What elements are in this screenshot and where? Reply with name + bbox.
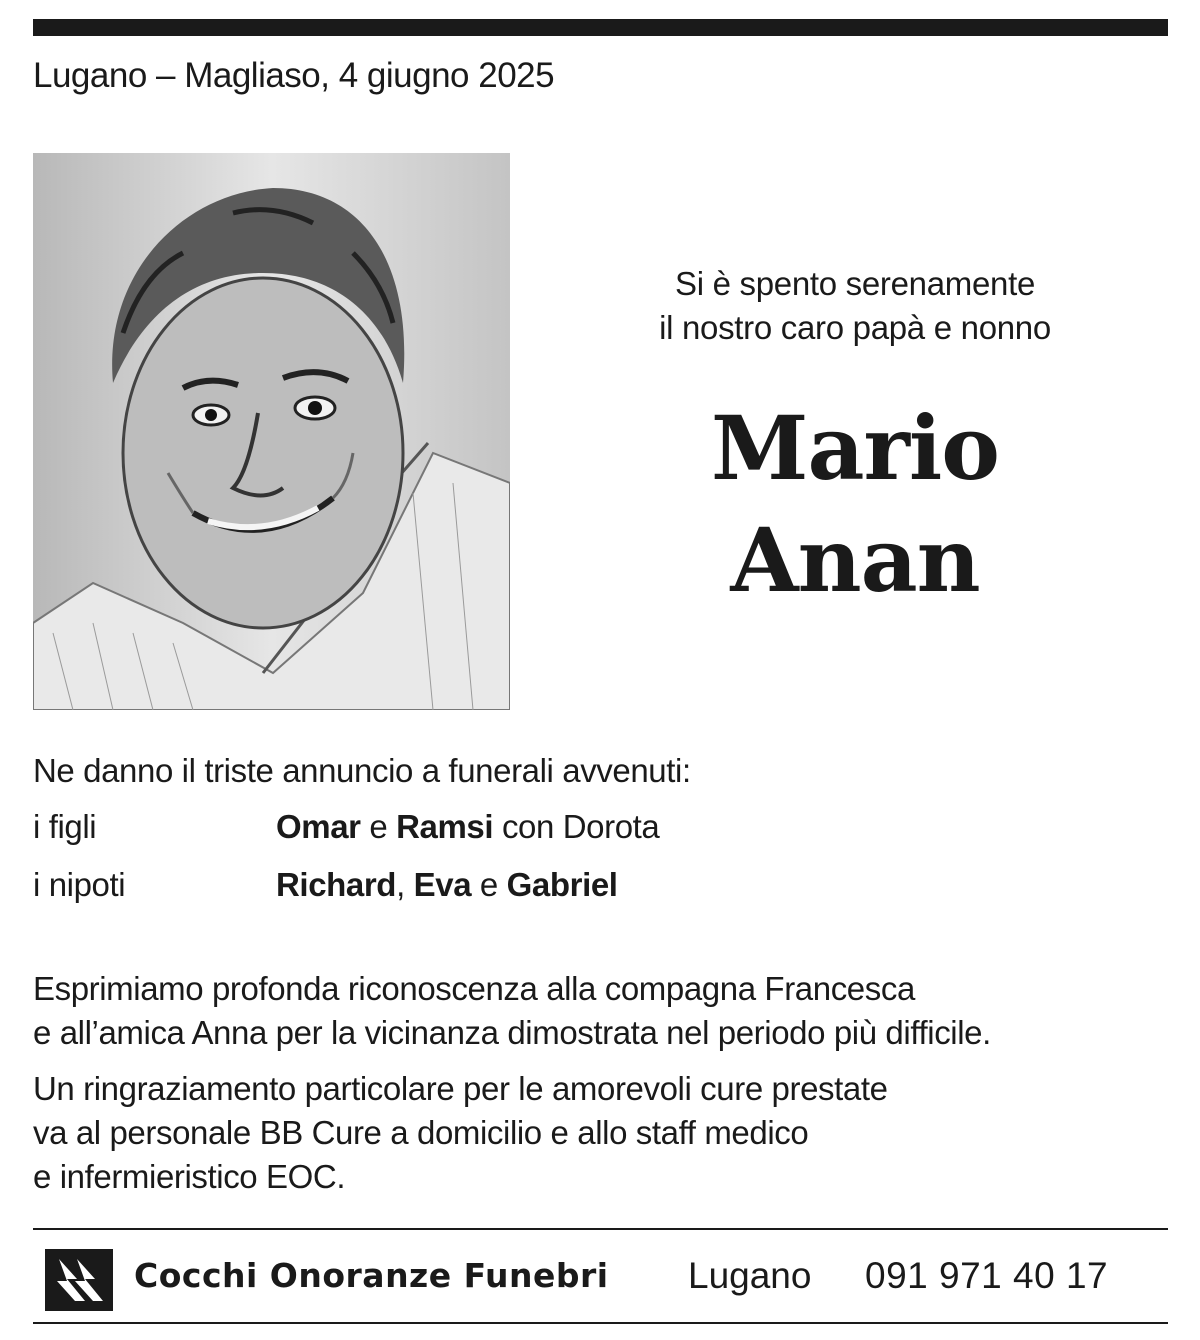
- company-city: Lugano: [688, 1255, 812, 1296]
- company-phone: 091 971 40 17: [865, 1255, 1109, 1296]
- acknowledgement-paragraph: [33, 1067, 888, 1199]
- portrait-icon: [33, 153, 510, 710]
- portrait-photo: [33, 153, 510, 710]
- intro-text: [590, 262, 1120, 350]
- child-name: Ramsi: [396, 808, 494, 845]
- announcement: Ne danno il triste annuncio a funerali avvenuti:: [33, 752, 691, 789]
- grandchild-name: Eva: [413, 866, 472, 903]
- name-separator: e: [471, 866, 507, 903]
- children-rest: con Dorota: [493, 808, 660, 845]
- company-name: Cocchi Onoranze Funebri: [134, 1256, 609, 1295]
- children-names: [276, 808, 659, 846]
- child-name: Omar: [276, 808, 361, 845]
- grandchildren-names: [276, 866, 618, 904]
- thanks-line: e all’amica Anna per la vicinanza dimostrata nel periodo più difficile.: [33, 1014, 991, 1051]
- acknowledgement-line: Un ringraziamento particolare per le amorevoli cure prestate: [33, 1070, 888, 1107]
- children-label: i figli: [33, 808, 97, 845]
- first-name: Mario: [711, 396, 999, 500]
- thanks-paragraph: [33, 967, 991, 1055]
- grandchild-name: Richard: [276, 866, 397, 903]
- intro-line: Si è spento serenamente: [675, 265, 1035, 302]
- acknowledgement-line: e infermieristico EOC.: [33, 1158, 346, 1195]
- thanks-line: Esprimiamo profonda riconoscenza alla compagna Francesca: [33, 970, 915, 1007]
- cocchi-logo-icon: [45, 1249, 113, 1311]
- name-separator: e: [360, 808, 397, 845]
- intro-line: il nostro caro papà e nonno: [659, 309, 1051, 346]
- grandchild-name: Gabriel: [506, 866, 618, 903]
- last-name: Anan: [730, 508, 980, 612]
- footer-top-rule: [33, 1228, 1168, 1230]
- dateline: Lugano – Magliaso, 4 giugno 2025: [33, 56, 555, 95]
- deceased-name: [620, 392, 1090, 616]
- acknowledgement-line: va al personale BB Cure a domicilio e allo staff medico: [33, 1114, 809, 1151]
- footer-bottom-rule: [33, 1322, 1168, 1324]
- grandchildren-label: i nipoti: [33, 866, 126, 903]
- name-separator: ,: [396, 866, 414, 903]
- top-rule: [33, 19, 1168, 36]
